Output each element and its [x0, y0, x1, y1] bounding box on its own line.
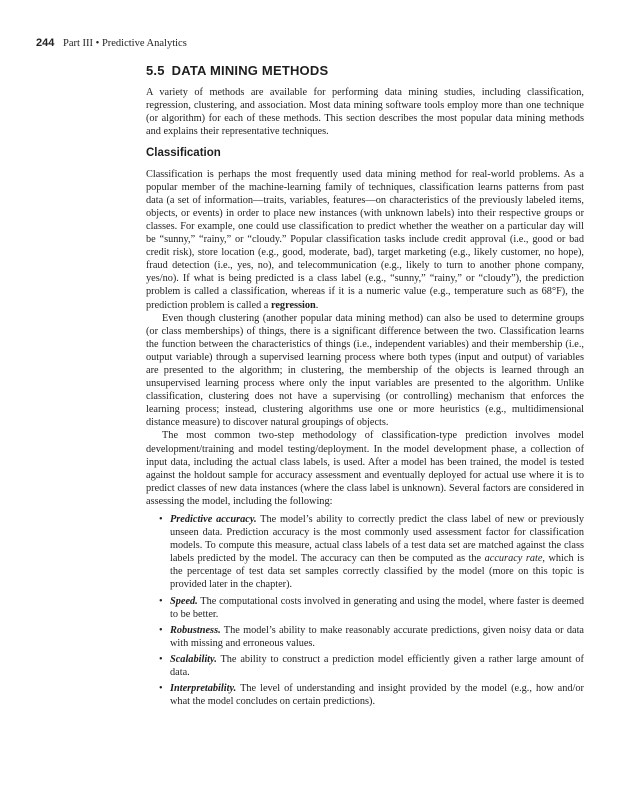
factor-text: The ability to construct a prediction model efficiently given a rather large amount of data. — [170, 653, 584, 679]
classification-paragraph-2: Even though clustering (another popular data mining method) can also be used to determine groups (or class memberships) of things, there is a significant difference between the two. Classification learns the function between the characteristics of things (i.e., independent variables) and their membership (i.e., output variable) through a supervised learning process where both types (input and output) of variables are presented to the algorithm; in clustering, the membership of the objects is learned through an unsupervised learning process where only the input variables are presented to the algorithm. Unlike classification, clustering does not have a supervising (or controlling) mechanism that enforces the learning process; instead, clustering algorithms use one or more heuristics (e.g., multidimensional distance measure) to discover natural groupings of objects. — [146, 312, 584, 429]
factor-term: Scalability. — [170, 653, 217, 665]
list-item — [170, 624, 584, 650]
list-item — [170, 595, 584, 621]
main-content — [146, 64, 584, 711]
list-item — [170, 682, 584, 708]
factor-text: The model’s ability to make reasonably accurate predictions, given noisy data or data with missing and erroneous values. — [170, 624, 584, 649]
factor-text: The level of understanding and insight provided by the model (e.g., how and/or what the model concludes on certain predictions). — [170, 683, 584, 708]
section-title: DATA MINING METHODS — [171, 63, 329, 78]
factor-text-after: , which is the percentage of test data set samples correctly classified by the model (more on this topic is provided later in the chapter). — [170, 553, 584, 591]
list-item — [170, 513, 584, 592]
paragraph-1-end: . — [315, 299, 319, 311]
factor-text: The model’s ability to correctly predict the class label of new or previously unseen data. Prediction accuracy is the most commonly used assessment factor for classification models. To compute this measure, actual class labels of a test data set are matched against the class labels predicted by the model. The accuracy can then be computed as the — [170, 514, 584, 565]
section-number: 5.5 — [146, 63, 165, 78]
section-heading — [146, 64, 584, 77]
page-number: 244 — [36, 37, 55, 49]
factor-term: Robustness. — [170, 624, 221, 636]
classification-paragraph-1 — [146, 168, 584, 312]
factor-text: The computational costs involved in generating and using the model, where faster is deemed to be better. — [170, 595, 584, 620]
running-header — [36, 37, 187, 49]
factor-emphasis: accuracy rate — [484, 553, 543, 565]
classification-paragraph-3: The most common two-step methodology of classification-type prediction involves model development/training and model testing/deployment. In the model development phase, a collection of input data, including the actual class labels, is used. After a model has been trained, the model is tested against the holdout sample for accuracy assessment and eventually deployed for actual use where it is to predict classes of new data instances (where the class label is unknown). Several factors are considered in assessing the model, including the following: — [146, 430, 584, 507]
paragraph-1-text: Classification is perhaps the most frequently used data mining method for real-world problems. As a popular member of the machine-learning family of techniques, classification learns patterns from past data (a set of information—traits, variables, features—on characteristics of the previously labeled items, objects, or events) in order to place new instances (with unknown labels) into their respective groups or classes. For example, one could use classification to predict whether the weather on a particular day will be “sunny,” “rainy,” or “cloudy.” Popular classification tasks include credit approval (i.e., good or bad credit risk), store location (e.g., good, moderate, bad), target marketing (e.g., likely customer, no hope), fraud detection (i.e., yes, no), and telecommunication (e.g., likely to turn to another phone company, yes/no). If what is being predicted is a class label (e.g., “sunny,” “rainy,” or “cloudy”), the prediction problem is called a classification, whereas if it is a numeric value (e.g., temperature such as 68°F), the prediction problem is called a — [146, 168, 584, 311]
running-title: Part III • Predictive Analytics — [62, 38, 187, 49]
factor-term: Speed. — [170, 595, 198, 607]
section-intro-paragraph: A variety of methods are available for performing data mining studies, including classification, regression, clustering, and association. Most data mining software tools employ more than one technique (or algorithm) for each of these methods. This section describes the most popular data mining methods and explains their representative techniques. — [146, 87, 584, 138]
subsection-heading: Classification — [146, 147, 221, 160]
regression-term: regression — [270, 299, 316, 311]
assessment-factor-list — [146, 513, 584, 708]
factor-term: Predictive accuracy. — [170, 514, 257, 525]
factor-term: Interpretability. — [170, 683, 237, 695]
list-item — [170, 653, 584, 679]
